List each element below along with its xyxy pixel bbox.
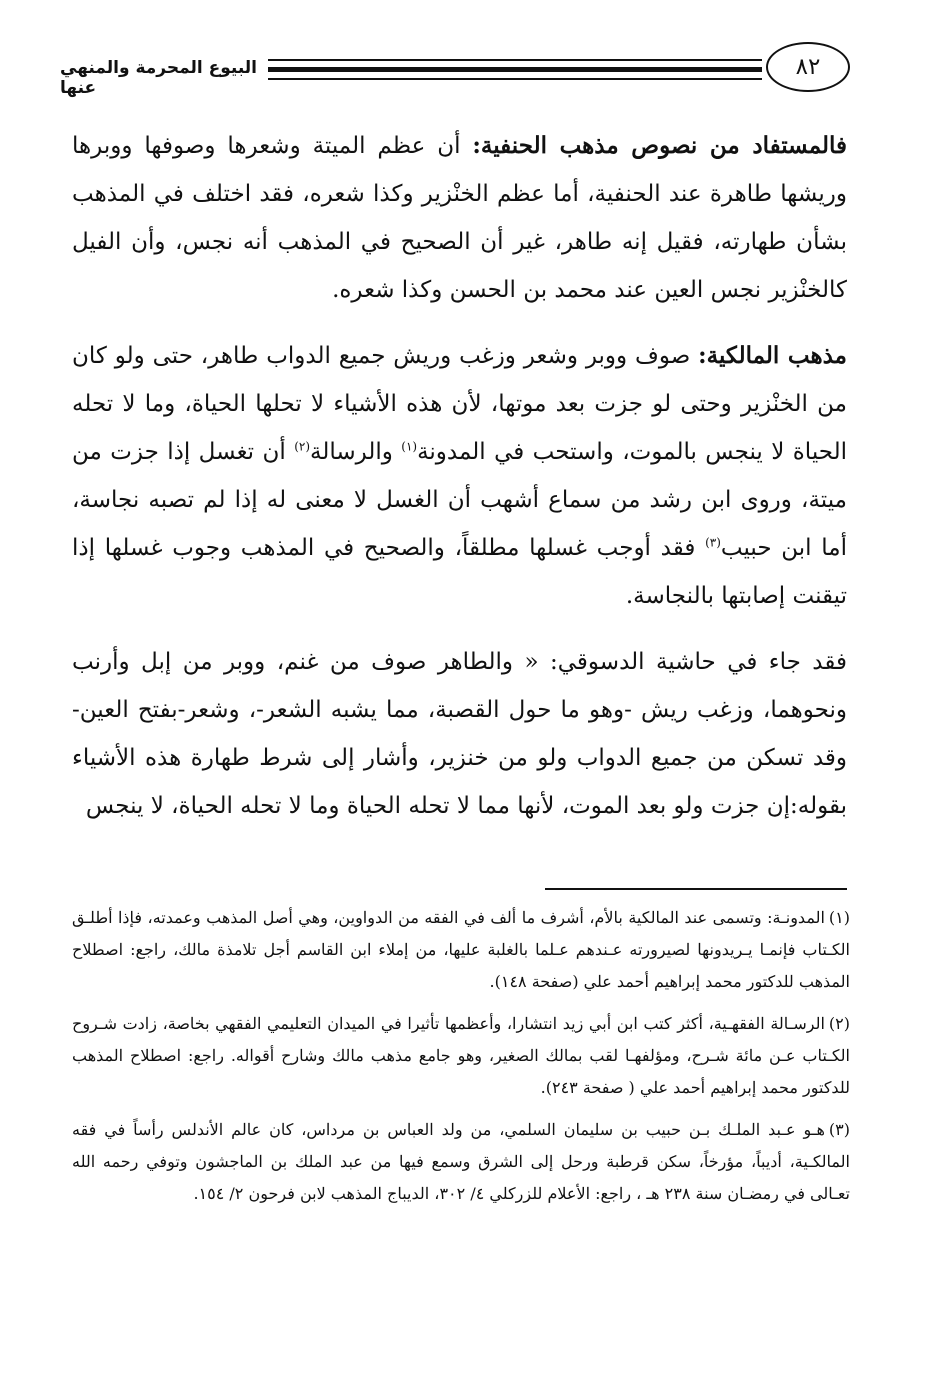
footnote-number: (١) bbox=[828, 908, 850, 927]
footnote-3 bbox=[72, 1114, 850, 1210]
page-header bbox=[60, 42, 850, 110]
paragraph-dasuqi bbox=[72, 638, 847, 830]
paragraph-text: فقد أوجب غسلها مطلقاً، والصحيح في المذهب وجوب غسلها إذا تيقنت إصابتها بالنجاسة. bbox=[72, 535, 847, 609]
header-rule-bottom bbox=[268, 78, 762, 80]
paragraph-hanafi bbox=[72, 122, 847, 314]
footnote-number: (٣) bbox=[828, 1120, 851, 1139]
header-rule bbox=[268, 67, 762, 72]
paragraph-lead: فالمستفاد من نصوص مذهب الحنفية: bbox=[472, 132, 847, 159]
paragraph-maliki bbox=[72, 332, 847, 620]
footnote-ref-3[interactable]: (٣) bbox=[705, 535, 721, 550]
paragraph-text: صوف ووبر وشعر وزغب وريش جميع الدواب طاهر، حتى ولو كان من الخنْزير وحتى لو جزت بعد موتها، لأن هذه الأشياء لا تحلها الحياة، وما لا تحله الحياة لا ينجس بالموت، واستحب في المدونة bbox=[72, 343, 848, 465]
footnote-ref-2[interactable]: (٢) bbox=[294, 439, 311, 454]
page-number bbox=[766, 42, 850, 92]
footnote-divider bbox=[545, 888, 847, 890]
footnote-2 bbox=[72, 1008, 850, 1104]
paragraph-text: والرسالة bbox=[310, 439, 402, 465]
header-rule-top bbox=[268, 59, 762, 61]
footnote-text: الرسـالة الفقهـية، أكثر كتب ابن أبي زيد انتشارا، وأعظمها تأثيرا في الميدان التعليمي الفقهي بخاصة، زادت شـروح الكـتاب عـن مائة شـرح، ومؤلفهـا لقب بمالك الصغير، وهو جامع مذهب مالك وشارح أقواله. راجع: اصطلاح المذهب للدكتور محمد إبراهيم أحمد علي ( صفحة ٢٤٣). bbox=[72, 1014, 850, 1097]
footnote-1 bbox=[72, 902, 850, 998]
paragraph-text: أن عظم الميتة وشعرها وصوفها ووبرها وريشها طاهرة عند الحنفية، أما عظم الخنْزير وكذا شعره، فقد اختلف في المذهب بشأن طهارته، فقيل إنه طاهر، غير أن الصحيح في المذهب أنه نجس، وأن الفيل كالخنْزير نجس العين عند محمد بن الحسن وكذا شعره. bbox=[72, 133, 847, 303]
footnote-ref-1[interactable]: (١) bbox=[401, 439, 418, 454]
footnote-text: المدونـة: وتسمى عند المالكية بالأم، أشرف ما ألف في الفقه من الدواوين، وهي أصل المذهب وعمدته، فإذا أطلـق الكـتاب فإنمـا يـريدونها لصيرورته عـندهم عـلما بالغلبة عليها، من إملاء ابن القاسم أجل تلامذة مالك، راجع: اصطلاح المذهب للدكتور محمد إبراهيم أحمد علي (صفحة ١٤٨). bbox=[72, 908, 850, 991]
footnote-number: (٢) bbox=[828, 1014, 850, 1033]
paragraph-lead: مذهب المالكية: bbox=[698, 342, 847, 369]
running-title: البيوع المحرمة والمنهي عنها bbox=[60, 58, 258, 98]
footnotes bbox=[72, 902, 850, 1220]
paragraph-text: فقد جاء في حاشية الدسوقي: « والطاهر صوف من غنم، ووبر من إبل وأرنب ونحوهما، وزغب ريش -وهو ما حول القصبة، مما يشبه الشعر-، وشعر-بفتح العين- وقد تسكن من جميع الدواب ولو من خنزير، وأشار إلى شرط طهارة هذه الأشياء بقوله:إن جزت ولو بعد الموت، لأنها مما لا تحله الحياة وما لا تحله الحياة، لا ينجس bbox=[72, 649, 847, 819]
page-number-text: ٨٢ bbox=[795, 54, 821, 80]
footnote-text: هـو عـبد الملـك بـن حبيب بن سليمان السلمي، من ولد العباس بن مرداس، كان عالم الأندلس رأساً في فقه المالكـية، أديباً، مؤرخاً، سكن قرطبة ورحل إلى الشرق وسمع فيها من عبد الملك بن الماجشون وتوفي رحمه الله تعـالى في رمضـان سنة ٢٣٨ هـ ، راجع: الأعلام للزركلي ٤/ ٣٠٢، الديباج المذهب لابن فرحون ٢/ ١٥٤. bbox=[72, 1120, 850, 1203]
paragraph-text: أن تغسل إذا جزت من ميتة، وروى ابن رشد من سماع أشهب أن الغسل لا معنى له إذا لم تصبه نجاسة، أما ابن حبيب bbox=[72, 439, 847, 561]
main-text bbox=[72, 122, 847, 848]
